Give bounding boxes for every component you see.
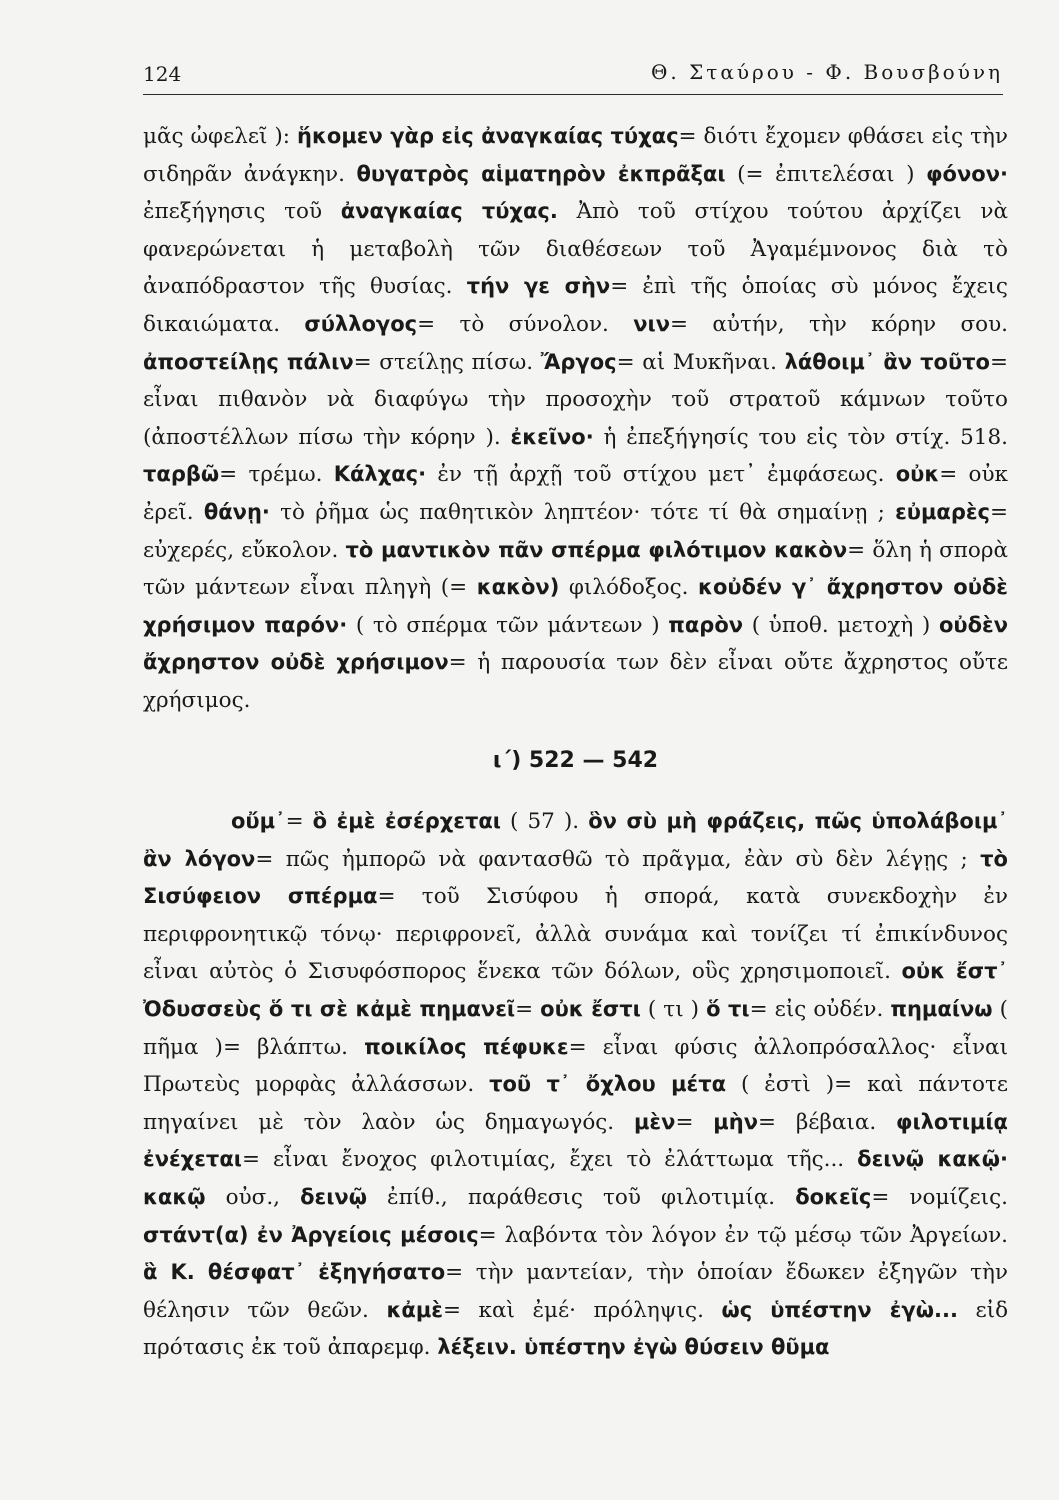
gloss-text: = εἰς οὐδέν. bbox=[749, 997, 891, 1023]
gloss-text: = ἐπὶ τῆς ὁποίας σὺ μόνος ἔχεις δικαιώματα. bbox=[143, 274, 1008, 337]
page-header bbox=[143, 58, 1003, 95]
gloss-text: = τοῦ Σισύφου ἡ σπορά, κατὰ συνεκδοχὴν ἐν περιφρονητικῷ τόνῳ· περιφρονεῖ, ἀλλὰ συνάμα καὶ τονίζει τί ἐπικίνδυνος εἶναι αὐτὸς ὁ Σισυφόσπορος ἕνεκα τῶν δόλων, οὓς χρησιμοποιεῖ. bbox=[143, 884, 1008, 985]
gloss-text: = τρέμω. bbox=[219, 462, 334, 488]
gloss-text: = τὴν μαντείαν, τὴν ὁποίαν ἔδωκεν ἐξηγῶν τὴν θέλησιν τῶν θεῶν. bbox=[143, 1260, 1008, 1323]
gloss-text: = εἶναι φύσις ἀλλοπρόσαλλος· εἶναι Πρωτεὺς μορφὰς ἀλλάσσων. bbox=[143, 1034, 1009, 1098]
headword: ὃν σὺ μὴ φράζεις, πῶς ὑπολάβοιμ᾽ ἂν λόγον bbox=[143, 809, 1008, 871]
headword: ἃ Κ. θέσφατ᾽ ἐξηγήσατο bbox=[143, 1260, 446, 1285]
headword: οὐκ bbox=[895, 462, 940, 487]
headword: κακὸν) bbox=[476, 575, 560, 600]
gloss-text: = αὐτήν, τὴν κόρην σου. bbox=[670, 311, 1008, 337]
headword: ὃ ἐμὲ ἐσέρχεται bbox=[312, 809, 501, 834]
headword: τοῦ τ᾽ ὄχλου μέτα bbox=[489, 1072, 727, 1097]
headword: φιλοτιμίᾳ ἐνέχεται bbox=[143, 1109, 1008, 1172]
gloss-text: = νομίζεις. bbox=[871, 1185, 1008, 1211]
gloss-text: = καὶ ἐμέ· πρόληψις. bbox=[442, 1297, 722, 1323]
gloss-text: = bbox=[515, 997, 541, 1023]
headword: θυγατρὸς αἱματηρὸν ἐκπρᾶξαι bbox=[356, 161, 726, 186]
headword: παρὸν bbox=[668, 612, 744, 637]
gloss-text: = τὸ σύνολον. bbox=[417, 311, 634, 337]
gloss-text: = bbox=[285, 809, 313, 835]
gloss-text: ( τι ) bbox=[640, 997, 707, 1023]
headword: νιν bbox=[633, 311, 671, 336]
gloss-text: εἰδ πρότασις ἐκ τοῦ ἀπαρεμφ. bbox=[143, 1297, 1009, 1361]
headword: θάνῃ· bbox=[203, 499, 270, 524]
headword: λέξειν. ὑπέστην ἐγὼ θύσειν θῦμα bbox=[437, 1335, 830, 1360]
gloss-text: = λαβόντα τὸν λόγον ἐν τῷ μέσῳ τῶν Ἀργείων. bbox=[478, 1222, 1008, 1248]
gloss-text: τὸ ῥῆμα ὡς παθητικὸν ληπτέον· τότε τί θὰ σημαίνῃ ; bbox=[269, 499, 896, 525]
gloss-text: ( ὑποθ. μετοχὴ ) bbox=[743, 612, 939, 638]
gloss-text: ( 57 ). bbox=[500, 809, 589, 835]
gloss-text: = εὐχερές, εὔκολον. bbox=[143, 499, 1009, 563]
gloss-text: = εἶναι πιθανὸν νὰ διαφύγω τὴν προσοχὴν τοῦ στρατοῦ κάμνων τοῦτο (ἀποστέλλων πίσω τὴν κόρην ). bbox=[143, 349, 1008, 450]
section-heading: ι΄) 522 — 542 bbox=[492, 747, 659, 773]
headword: ὅ τι bbox=[706, 997, 750, 1022]
headword: κοὐδέν γ᾽ ἄχρηστον οὐδὲ χρήσιμον παρόν· bbox=[143, 575, 1008, 637]
headword: τήν γε σὴν bbox=[466, 274, 611, 299]
gloss-text: ( τὸ σπέρμα τῶν μάντεων ) bbox=[347, 612, 669, 638]
headword: οὐκ ἔστ᾽ Ὀδυσσεὺς ὅ τι σὲ κἀμὲ πημανεῖ bbox=[143, 959, 1008, 1022]
headword: τὸ Σισύφειον σπέρμα bbox=[143, 846, 1008, 909]
headword: λάθοιμ᾽ ἂν τοῦτο bbox=[784, 349, 990, 374]
gloss-text: = βέβαια. bbox=[758, 1109, 897, 1135]
gloss-text: οὐσ., bbox=[205, 1185, 301, 1211]
page-number: 124 bbox=[143, 62, 182, 86]
gloss-text: = οὐκ ἐρεῖ. bbox=[143, 462, 1008, 525]
headword: οὐδὲν ἄχρηστον οὐδὲ χρήσιμον bbox=[143, 612, 1008, 675]
headword: ταρβῶ bbox=[143, 462, 220, 487]
headword: πημαίνω bbox=[890, 997, 993, 1022]
headword: οὐκ ἔστι bbox=[540, 997, 641, 1022]
headword: δεινῷ bbox=[300, 1185, 367, 1210]
headword: δεινῷ κακῷ· κακῷ bbox=[143, 1147, 1008, 1210]
commentary-paragraph-1 bbox=[143, 118, 1008, 720]
gloss-text: ( ἐστὶ )= καὶ πάντοτε πηγαίνει μὲ τὸν λαὸν ὡς δημαγωγός. bbox=[143, 1072, 1008, 1135]
gloss-text: = πῶς ἠμπορῶ νὰ φαντασθῶ τὸ πρᾶγμα, ἐὰν σὺ δὲν λέγῃς ; bbox=[255, 846, 981, 872]
headword: στάντ(α) ἐν Ἀργείοις μέσοις bbox=[143, 1222, 479, 1247]
headword: μὴν bbox=[713, 1109, 759, 1134]
gloss-text: ἡ ἐπεξήγησίς του εἰς τὸν στίχ. 518. bbox=[593, 424, 1008, 450]
gloss-text: Ἀπὸ τοῦ στίχου τούτου ἀρχίζει νὰ φανερώνεται ἡ μεταβολὴ τῶν διαθέσεων τοῦ Ἀγαμέμνονος διὰ τὸ ἀναπόδραστον τῆς θυσίας. bbox=[143, 199, 1008, 300]
running-head: Θ. Σταύρου - Φ. Βουσβούνη bbox=[651, 60, 1003, 84]
gloss-text: = στείλῃς πίσω. bbox=[353, 349, 541, 375]
gloss-text: ἐπεξήγησις τοῦ bbox=[143, 199, 341, 225]
headword: εὐμαρὲς bbox=[895, 499, 990, 524]
gloss-text: φιλόδοξος. bbox=[559, 575, 699, 601]
gloss-text: (= ἐπιτελέσαι ) bbox=[725, 161, 927, 187]
commentary-paragraph-2 bbox=[143, 803, 1008, 1367]
headword: κἀμὲ bbox=[386, 1297, 443, 1322]
headword: ἥκομεν γὰρ εἰς ἀναγκαίας τύχας bbox=[297, 124, 679, 148]
headword: ἀναγκαίας τύχας. bbox=[340, 199, 558, 224]
page-body bbox=[143, 118, 1008, 1367]
headword: ἀποστείλῃς πάλιν bbox=[143, 349, 354, 374]
gloss-text: ( πῆμα )= βλάπτω. bbox=[143, 997, 1008, 1060]
gloss-text: = αἱ Μυκῆναι. bbox=[616, 349, 785, 375]
headword: ὡς ὑπέστην ἐγὼ... bbox=[721, 1297, 958, 1322]
gloss-text: = ἡ παρουσία των δὲν εἶναι οὔτε ἄχρηστος οὔτε χρήσιμος. bbox=[143, 650, 1008, 713]
headword: Ἄργος bbox=[540, 349, 617, 374]
gloss-text: = εἶναι ἔνοχος φιλοτιμίας, ἔχει τὸ ἐλάττωμα τῆς... bbox=[241, 1147, 858, 1173]
headword: μὲν bbox=[633, 1109, 676, 1134]
headword: οὔμ᾽ bbox=[231, 809, 286, 834]
headword: σύλλογος bbox=[304, 311, 418, 336]
gloss-text: ἐπίθ., παράθεσις τοῦ φιλοτιμίᾳ. bbox=[366, 1185, 796, 1211]
headword: τὸ μαντικὸν πᾶν σπέρμα φιλότιμον κακὸν bbox=[345, 537, 848, 562]
gloss-text: ἐν τῇ ἀρχῇ τοῦ στίχου μετ᾽ ἐμφάσεως. bbox=[426, 462, 896, 488]
headword: Κάλχας· bbox=[333, 462, 427, 487]
headword: ἐκεῖνο· bbox=[510, 424, 594, 449]
gloss-text: = ὅλη ἡ σπορὰ τῶν μάντεων εἶναι πληγὴ (= bbox=[143, 537, 1008, 601]
gloss-text: = διότι ἔχομεν φθάσει εἰς τὴν σιδηρᾶν ἀνάγκην. bbox=[143, 124, 1008, 187]
headword: δοκεῖς bbox=[795, 1185, 872, 1210]
headword: φόνον· bbox=[926, 161, 1008, 186]
headword: ποικίλος πέφυκε bbox=[364, 1034, 569, 1059]
gloss-text: = bbox=[675, 1109, 714, 1135]
gloss-text: μᾶς ὠφελεῖ ): bbox=[143, 124, 298, 149]
